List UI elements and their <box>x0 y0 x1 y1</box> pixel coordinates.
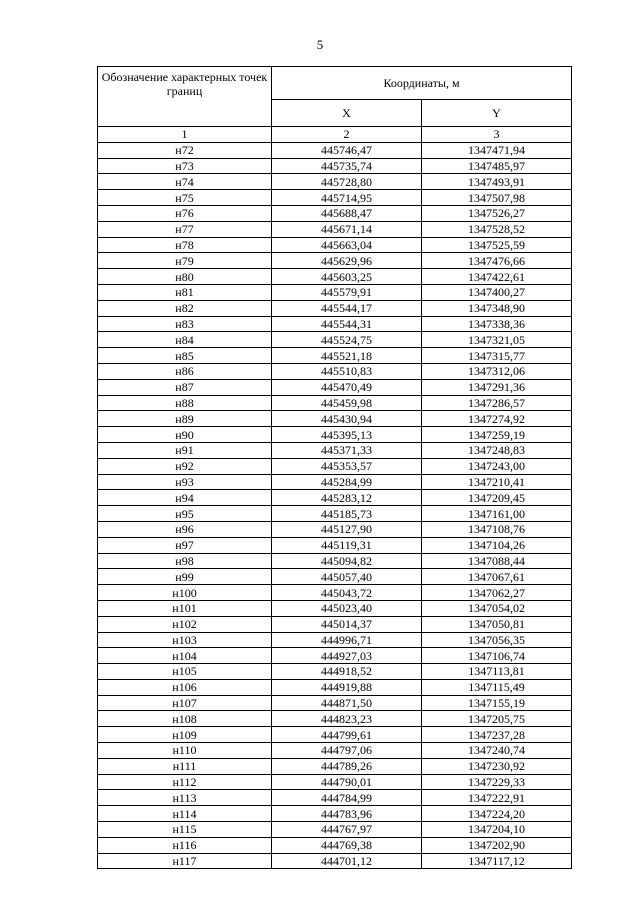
column-number: 3 <box>422 127 572 143</box>
coord-x-cell: 445353,57 <box>272 458 422 474</box>
point-name-cell: н89 <box>98 411 272 427</box>
coord-x-cell: 445544,31 <box>272 316 422 332</box>
point-name-cell: н94 <box>98 490 272 506</box>
coord-x-cell: 444783,96 <box>272 806 422 822</box>
header-point-name: Обозначение характерных точек границ <box>98 67 272 127</box>
point-name-cell: н85 <box>98 348 272 364</box>
coord-y-cell: 1347338,36 <box>422 316 572 332</box>
coord-y-cell: 1347205,75 <box>422 711 572 727</box>
coord-y-cell: 1347155,19 <box>422 695 572 711</box>
table-row <box>98 427 572 443</box>
table-row <box>98 363 572 379</box>
coord-y-cell: 1347259,19 <box>422 427 572 443</box>
table-row <box>98 648 572 664</box>
point-name-cell: н117 <box>98 853 272 869</box>
table-row <box>98 379 572 395</box>
coord-x-cell: 445119,31 <box>272 537 422 553</box>
table-row <box>98 790 572 806</box>
point-name-cell: н113 <box>98 790 272 806</box>
coord-x-cell: 445127,90 <box>272 521 422 537</box>
table-row <box>98 695 572 711</box>
table-row <box>98 490 572 506</box>
point-name-cell: н84 <box>98 332 272 348</box>
coord-x-cell: 445671,14 <box>272 221 422 237</box>
table-row <box>98 300 572 316</box>
coord-y-cell: 1347493,91 <box>422 174 572 190</box>
point-name-cell: н97 <box>98 537 272 553</box>
coord-x-cell: 445185,73 <box>272 506 422 522</box>
point-name-cell: н98 <box>98 553 272 569</box>
column-number: 2 <box>272 127 422 143</box>
coord-y-cell: 1347209,45 <box>422 490 572 506</box>
point-name-cell: н92 <box>98 458 272 474</box>
coord-y-cell: 1347202,90 <box>422 837 572 853</box>
coord-x-cell: 444769,38 <box>272 837 422 853</box>
table-row <box>98 269 572 285</box>
coord-x-cell: 444789,26 <box>272 758 422 774</box>
table-row <box>98 600 572 616</box>
coord-x-cell: 445714,95 <box>272 190 422 206</box>
point-name-cell: н83 <box>98 316 272 332</box>
coord-x-cell: 444927,03 <box>272 648 422 664</box>
column-number: 1 <box>98 127 272 143</box>
coord-y-cell: 1347115,49 <box>422 679 572 695</box>
point-name-cell: н96 <box>98 521 272 537</box>
point-name-cell: н105 <box>98 664 272 680</box>
coord-x-cell: 444918,52 <box>272 664 422 680</box>
point-name-cell: н103 <box>98 632 272 648</box>
coord-x-cell: 445395,13 <box>272 427 422 443</box>
coord-x-cell: 445014,37 <box>272 616 422 632</box>
page-number: 5 <box>316 37 324 52</box>
point-name-cell: н75 <box>98 190 272 206</box>
coord-y-cell: 1347222,91 <box>422 790 572 806</box>
coord-x-cell: 445629,96 <box>272 253 422 269</box>
coord-y-cell: 1347237,28 <box>422 727 572 743</box>
coord-x-cell: 445510,83 <box>272 363 422 379</box>
coord-y-cell: 1347230,92 <box>422 758 572 774</box>
header-x: X <box>272 99 422 126</box>
coord-y-cell: 1347400,27 <box>422 284 572 300</box>
table-row <box>98 743 572 759</box>
coord-x-cell: 445459,98 <box>272 395 422 411</box>
point-name-cell: н81 <box>98 284 272 300</box>
point-name-cell: н104 <box>98 648 272 664</box>
coord-y-cell: 1347106,74 <box>422 648 572 664</box>
coord-y-cell: 1347476,66 <box>422 253 572 269</box>
point-name-cell: н100 <box>98 585 272 601</box>
coord-y-cell: 1347528,52 <box>422 221 572 237</box>
point-name-cell: н73 <box>98 158 272 174</box>
coord-x-cell: 445023,40 <box>272 600 422 616</box>
table-row <box>98 853 572 869</box>
coord-y-cell: 1347312,06 <box>422 363 572 379</box>
point-name-cell: н88 <box>98 395 272 411</box>
header-coordinates: Координаты, м <box>272 67 572 100</box>
header-row-top <box>98 67 572 100</box>
table-row <box>98 442 572 458</box>
table-row <box>98 348 572 364</box>
coord-y-cell: 1347240,74 <box>422 743 572 759</box>
coordinates-table <box>97 66 572 869</box>
coord-y-cell: 1347056,35 <box>422 632 572 648</box>
coord-y-cell: 1347485,97 <box>422 158 572 174</box>
point-name-cell: н99 <box>98 569 272 585</box>
coord-y-cell: 1347054,02 <box>422 600 572 616</box>
coord-x-cell: 445579,91 <box>272 284 422 300</box>
point-name-cell: н93 <box>98 474 272 490</box>
point-name-cell: н91 <box>98 442 272 458</box>
coord-x-cell: 445283,12 <box>272 490 422 506</box>
table-row <box>98 332 572 348</box>
table-row <box>98 190 572 206</box>
coord-y-cell: 1347243,00 <box>422 458 572 474</box>
point-name-cell: н108 <box>98 711 272 727</box>
coord-y-cell: 1347422,61 <box>422 269 572 285</box>
coord-x-cell: 445663,04 <box>272 237 422 253</box>
table-body <box>98 142 572 869</box>
coord-x-cell: 444701,12 <box>272 853 422 869</box>
coord-y-cell: 1347224,20 <box>422 806 572 822</box>
coord-x-cell: 445430,94 <box>272 411 422 427</box>
point-name-cell: н82 <box>98 300 272 316</box>
coord-y-cell: 1347062,27 <box>422 585 572 601</box>
point-name-cell: н109 <box>98 727 272 743</box>
table-row <box>98 837 572 853</box>
table-row <box>98 774 572 790</box>
table-row <box>98 569 572 585</box>
header-y: Y <box>422 99 572 126</box>
coord-x-cell: 445735,74 <box>272 158 422 174</box>
coord-y-cell: 1347321,05 <box>422 332 572 348</box>
coord-y-cell: 1347291,36 <box>422 379 572 395</box>
point-name-cell: н74 <box>98 174 272 190</box>
table-row <box>98 585 572 601</box>
coord-x-cell: 444784,99 <box>272 790 422 806</box>
table-row <box>98 537 572 553</box>
table-row <box>98 727 572 743</box>
table-row <box>98 632 572 648</box>
coord-y-cell: 1347274,92 <box>422 411 572 427</box>
table-row <box>98 616 572 632</box>
coord-y-cell: 1347526,27 <box>422 205 572 221</box>
coord-y-cell: 1347229,33 <box>422 774 572 790</box>
coord-y-cell: 1347286,57 <box>422 395 572 411</box>
point-name-cell: н116 <box>98 837 272 853</box>
coord-x-cell: 445603,25 <box>272 269 422 285</box>
point-name-cell: н72 <box>98 142 272 158</box>
coord-x-cell: 444996,71 <box>272 632 422 648</box>
coord-x-cell: 445284,99 <box>272 474 422 490</box>
coord-y-cell: 1347210,41 <box>422 474 572 490</box>
point-name-cell: н107 <box>98 695 272 711</box>
coord-x-cell: 444799,61 <box>272 727 422 743</box>
table-row <box>98 158 572 174</box>
coord-x-cell: 445728,80 <box>272 174 422 190</box>
table-row <box>98 553 572 569</box>
point-name-cell: н80 <box>98 269 272 285</box>
table-row <box>98 474 572 490</box>
coord-y-cell: 1347088,44 <box>422 553 572 569</box>
point-name-cell: н102 <box>98 616 272 632</box>
table-row <box>98 205 572 221</box>
coord-x-cell: 444919,88 <box>272 679 422 695</box>
coord-y-cell: 1347471,94 <box>422 142 572 158</box>
coord-x-cell: 445688,47 <box>272 205 422 221</box>
table-row <box>98 506 572 522</box>
coord-x-cell: 445057,40 <box>272 569 422 585</box>
table-row <box>98 253 572 269</box>
table-header <box>98 67 572 143</box>
point-name-cell: н110 <box>98 743 272 759</box>
table-row <box>98 316 572 332</box>
point-name-cell: н87 <box>98 379 272 395</box>
point-name-cell: н76 <box>98 205 272 221</box>
coord-y-cell: 1347104,26 <box>422 537 572 553</box>
table-row <box>98 822 572 838</box>
table-row <box>98 664 572 680</box>
coord-y-cell: 1347525,59 <box>422 237 572 253</box>
table-row <box>98 221 572 237</box>
table-row <box>98 284 572 300</box>
coord-x-cell: 444871,50 <box>272 695 422 711</box>
point-name-cell: н114 <box>98 806 272 822</box>
coord-x-cell: 445043,72 <box>272 585 422 601</box>
coord-x-cell: 445470,49 <box>272 379 422 395</box>
coord-y-cell: 1347315,77 <box>422 348 572 364</box>
coord-y-cell: 1347507,98 <box>422 190 572 206</box>
coord-y-cell: 1347050,81 <box>422 616 572 632</box>
table-row <box>98 521 572 537</box>
coord-y-cell: 1347248,83 <box>422 442 572 458</box>
coord-x-cell: 445746,47 <box>272 142 422 158</box>
coord-y-cell: 1347113,81 <box>422 664 572 680</box>
point-name-cell: н101 <box>98 600 272 616</box>
coord-x-cell: 445521,18 <box>272 348 422 364</box>
point-name-cell: н77 <box>98 221 272 237</box>
table-row <box>98 395 572 411</box>
point-name-cell: н115 <box>98 822 272 838</box>
coord-x-cell: 445544,17 <box>272 300 422 316</box>
coord-y-cell: 1347108,76 <box>422 521 572 537</box>
coord-y-cell: 1347161,00 <box>422 506 572 522</box>
table-row <box>98 237 572 253</box>
table-row <box>98 174 572 190</box>
coord-x-cell: 444797,06 <box>272 743 422 759</box>
coord-x-cell: 445094,82 <box>272 553 422 569</box>
point-name-cell: н95 <box>98 506 272 522</box>
table-row <box>98 758 572 774</box>
table-row <box>98 142 572 158</box>
table-row <box>98 806 572 822</box>
table-row <box>98 411 572 427</box>
table-row <box>98 458 572 474</box>
table-row <box>98 711 572 727</box>
point-name-cell: н90 <box>98 427 272 443</box>
point-name-cell: н111 <box>98 758 272 774</box>
column-numbering-row <box>98 127 572 143</box>
point-name-cell: н112 <box>98 774 272 790</box>
coord-y-cell: 1347117,12 <box>422 853 572 869</box>
coord-y-cell: 1347067,61 <box>422 569 572 585</box>
coord-x-cell: 444767,97 <box>272 822 422 838</box>
coord-y-cell: 1347348,90 <box>422 300 572 316</box>
point-name-cell: н86 <box>98 363 272 379</box>
point-name-cell: н79 <box>98 253 272 269</box>
table-row <box>98 679 572 695</box>
coord-x-cell: 445371,33 <box>272 442 422 458</box>
point-name-cell: н78 <box>98 237 272 253</box>
point-name-cell: н106 <box>98 679 272 695</box>
coord-x-cell: 444790,01 <box>272 774 422 790</box>
coord-y-cell: 1347204,10 <box>422 822 572 838</box>
coord-x-cell: 445524,75 <box>272 332 422 348</box>
coord-x-cell: 444823,23 <box>272 711 422 727</box>
